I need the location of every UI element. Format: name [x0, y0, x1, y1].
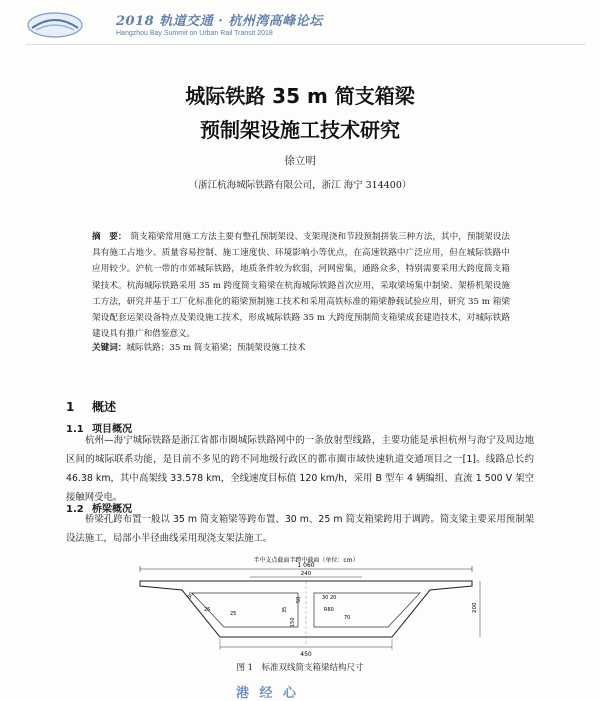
- section-heading-1: [66, 398, 116, 415]
- keywords-label: 关键词：: [92, 343, 127, 353]
- author-affiliation: （浙江杭海城际铁路有限公司，浙江 海宁 314400）: [188, 180, 412, 191]
- dim-height: 200: [472, 602, 478, 613]
- section-title: 桥梁概况: [92, 504, 132, 515]
- dim-w50: 50: [296, 596, 302, 603]
- dim-bottom-width: 450: [300, 651, 312, 658]
- paragraph-bridge-overview: 桥梁孔跨布置一般以 35 m 简支箱梁等跨布置、30 m、25 m 简支箱梁跨用于调跨。简支梁主要采用预制架设法施工，局部小半径曲线采用现浇支架法施工。: [66, 514, 534, 544]
- box-girder-cross-section-figure: [130, 553, 482, 661]
- dim-w150: 150: [290, 617, 296, 627]
- abstract-text: 简支箱梁常用施工方法主要有整孔预制架设、支架现浇和节段预制拼装三种方法，其中，预制架设法具有施工占地少、质量容易控制、施工速度快、环境影响小等优点，在高速铁路中广泛应用，但在城际铁路中应用较少。沪杭一带的市郊城际铁路，地质条件较为软弱，河网密集，通路众多，特别需要采用大跨度简支箱梁技术。杭海城际铁路采用 35 m 跨度简支箱梁在杭海城际铁路首次应用，采取梁场集中制梁、架桥机架设施工方法，研究并基于工厂化标准化的箱梁预制施工技术和采用高铁标准的箱梁静载试验应用，研究 35 m 箱梁架设配套运架设备特点及架设施工技术，形成城际铁路 35 m 大跨度预制简支箱梁成套建造技术，对城际铁路建设具有推广和借鉴意义。: [92, 232, 510, 340]
- keywords-text: 城际铁路；35 m 简支箱梁；预制架设施工技术: [126, 343, 306, 353]
- dim-w30: 30: [186, 591, 195, 600]
- paragraph-project-overview: 杭州—海宁城际铁路是浙江省都市圈城际铁路网中的一条放射型线路，主要功能是承担杭州与海宁及周边地区间的城际联系功能，是目前不多见的跨不同地级行政区的都市圈市域快速轨道交通项目之一[1]。线路总长约 46.38 km，其中高架线 33.578 km，全线速度目标值 120 km/h，采用 B 型车 4 辆编组、直流 1 500 V 架空接触网受电。: [66, 435, 534, 503]
- conference-logo: [26, 10, 84, 40]
- dim-w25b: 25: [230, 611, 237, 617]
- figure-caption: 图 1 标准双线简支箱梁结构尺寸: [236, 663, 364, 673]
- keywords: [92, 341, 510, 353]
- section-title: 概述: [92, 400, 117, 414]
- conference-title: 2018 轨道交通 · 杭州湾高峰论坛: [116, 14, 323, 29]
- page-header: [26, 6, 586, 46]
- dim-top-deck: 240: [300, 571, 312, 577]
- section-title: 项目概况: [92, 424, 132, 435]
- dim-w25: 25: [204, 607, 211, 613]
- abstract: [92, 229, 510, 342]
- paper-title-line1: 城际铁路 35 m 简支箱梁: [185, 84, 415, 108]
- dim-total-width: 1 060: [297, 562, 315, 569]
- drawing-title: 半中支点截面半跨中截面（单位：cm）: [253, 557, 359, 564]
- footer-mark: 港 经 心: [236, 686, 300, 701]
- abstract-label: 摘 要：: [92, 232, 127, 242]
- author-name: 徐立明: [284, 155, 316, 167]
- conference-subtitle: Hangzhou Bay Summit on Urban Rail Transit 2018: [116, 30, 273, 37]
- section-number: 1.1: [66, 424, 84, 435]
- header-divider: [26, 44, 586, 45]
- dim-w35: 35: [282, 606, 288, 613]
- section-number: 1.2: [66, 504, 84, 515]
- section-number: 1: [66, 400, 75, 414]
- dim-w3020: 30 20: [322, 595, 337, 601]
- paper-title-line2: 预制架设施工技术研究: [200, 118, 400, 142]
- dim-w70: 70: [344, 615, 351, 621]
- dim-r60: R60: [324, 607, 334, 613]
